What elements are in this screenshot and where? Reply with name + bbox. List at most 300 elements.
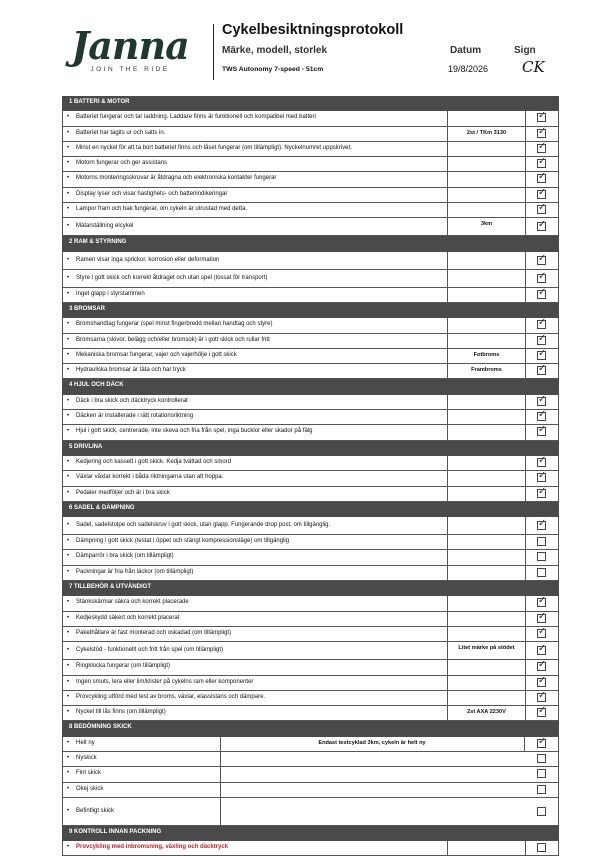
item-note[interactable] — [448, 288, 526, 302]
bullet-icon: • — [67, 160, 70, 167]
assessment-block — [62, 737, 559, 826]
checkbox[interactable] — [537, 643, 547, 655]
item-text-cell — [63, 535, 448, 549]
bullet-icon: • — [67, 129, 70, 136]
item-label: Minst en nyckel för att ta bort batteriet finns och låset fungerar (om tillämpligt). Nyckelnumret uppskrivet. — [76, 144, 352, 151]
checkbox[interactable] — [537, 518, 547, 530]
header-divider — [213, 24, 214, 80]
section-header — [62, 441, 559, 456]
item-text-cell — [63, 410, 448, 424]
section-header — [62, 581, 559, 596]
checkmark-icon: ✓ — [538, 470, 547, 482]
checkmark-icon: ✓ — [538, 317, 547, 329]
bullet-icon: • — [67, 770, 70, 777]
bullet-icon: • — [67, 568, 70, 575]
item-note[interactable] — [448, 676, 526, 690]
bullet-icon: • — [67, 206, 70, 213]
item-label: Provcykling utförd med test av broms, växlar, elassistans och dämpare. — [76, 693, 266, 700]
check-cell — [526, 798, 560, 825]
checklist-row — [62, 487, 559, 502]
check-cell — [526, 111, 560, 125]
item-label: Helt ny — [76, 739, 95, 746]
checklist-row — [62, 349, 559, 364]
item-text-cell — [63, 752, 221, 766]
checklist-row — [62, 550, 559, 565]
item-text-cell — [63, 676, 448, 690]
bullet-icon: • — [67, 321, 70, 328]
checkbox[interactable] — [537, 219, 547, 231]
item-text-cell — [63, 487, 448, 501]
checkmark-icon: ✓ — [538, 202, 547, 214]
section-title: 1 BATTERI & MOTOR — [69, 99, 130, 105]
item-note[interactable] — [448, 627, 526, 641]
item-note[interactable]: 2st / TKm 3130 — [448, 127, 526, 141]
bullet-icon: • — [67, 114, 70, 121]
item-text-cell — [63, 334, 448, 348]
bullet-icon: • — [67, 351, 70, 358]
checkmark-icon: ✓ — [538, 286, 547, 298]
check-cell — [526, 471, 560, 485]
assessment-note[interactable]: Endast testcyklad 3km, cykeln är helt ny — [220, 737, 525, 751]
item-note[interactable] — [448, 596, 526, 610]
checkmark-icon: ✓ — [538, 270, 547, 282]
item-text-cell — [63, 612, 448, 626]
section-title: 8 BEDÖMNING SKICK — [69, 724, 132, 731]
item-text-cell — [63, 550, 448, 564]
checkmark-icon: ✓ — [538, 393, 547, 405]
checkbox[interactable] — [537, 125, 547, 138]
item-note[interactable] — [448, 203, 526, 217]
item-text-cell — [63, 767, 221, 781]
checkmark-icon: ✓ — [538, 347, 547, 359]
item-note[interactable] — [448, 456, 526, 470]
item-note[interactable]: Frambroms — [448, 364, 526, 378]
item-text-cell — [63, 288, 448, 302]
item-note[interactable] — [448, 612, 526, 626]
checkmark-icon: ✓ — [538, 125, 547, 137]
bullet-icon: • — [67, 754, 70, 761]
item-text-cell — [63, 318, 448, 332]
logo — [56, 24, 204, 80]
section-header — [62, 826, 559, 841]
bullet-icon: • — [67, 274, 70, 281]
check-cell — [526, 535, 560, 549]
item-label: Dämpning i gott skick (testat i öppet och stängt kompressionsläge) om tillgänglig — [76, 538, 290, 545]
checkbox[interactable] — [537, 252, 547, 265]
checkbox[interactable] — [537, 610, 547, 623]
item-label: Batteriet har tagits ur och satts in. — [76, 129, 166, 136]
checkbox[interactable] — [537, 393, 547, 406]
checklist-row — [62, 364, 559, 379]
check-cell — [526, 627, 560, 641]
item-text-cell — [63, 841, 448, 855]
bullet-icon: • — [67, 413, 70, 420]
check-cell — [526, 752, 560, 766]
bullet-icon: • — [67, 290, 70, 297]
checklist-row — [62, 318, 559, 333]
checkmark-icon: ✓ — [538, 610, 547, 622]
check-cell — [526, 691, 560, 705]
check-cell — [526, 288, 560, 302]
item-label: Motorn fungerar och ger assistans — [76, 160, 168, 167]
bike-value: TWS Autonomy 7-speed - 51cm — [222, 66, 324, 73]
checklist-row — [62, 642, 559, 660]
document-title: Cykelbesiktningsprotokoll — [222, 22, 404, 38]
checkmark-icon: ✓ — [538, 625, 547, 637]
item-note[interactable]: Litet märke på stödet — [448, 642, 526, 659]
item-text-cell — [63, 364, 448, 378]
item-note[interactable] — [448, 535, 526, 549]
checkmark-icon: ✓ — [538, 171, 547, 183]
section-title: 5 DRIVLINA — [69, 443, 103, 450]
item-label: Ingen smuts, lera eller lim/klister på cykelns ram eller komponenter — [76, 678, 254, 685]
section-header — [62, 96, 559, 111]
checklist-row — [62, 203, 559, 218]
checkmark-icon: ✓ — [538, 518, 547, 530]
item-note[interactable] — [448, 157, 526, 171]
checkmark-icon: ✓ — [538, 689, 547, 701]
checkbox[interactable] — [537, 286, 547, 299]
check-cell — [526, 218, 560, 235]
date-label: Datum — [450, 45, 482, 56]
date-value: 19/8/2026 — [448, 64, 489, 74]
checkmark-icon: ✓ — [538, 140, 547, 152]
item-label: Okej skick — [76, 785, 104, 792]
check-cell — [526, 612, 560, 626]
check-cell — [526, 395, 560, 409]
bullet-icon: • — [67, 144, 70, 151]
checkmark-icon: ✓ — [538, 252, 547, 264]
section-header — [62, 379, 559, 394]
logo-wordmark: Janna — [71, 23, 189, 68]
checklist-row — [62, 188, 559, 203]
check-cell — [526, 172, 560, 186]
checkbox[interactable] — [537, 735, 547, 748]
item-text-cell — [63, 517, 448, 534]
item-text-cell — [63, 660, 448, 674]
checklist-row — [62, 627, 559, 642]
bullet-icon: • — [67, 522, 70, 529]
item-label: Dämparrör i bra skick (om tillämpligt) — [76, 553, 174, 560]
checkbox[interactable] — [537, 568, 546, 577]
section-header — [62, 303, 559, 318]
checklist-row — [62, 535, 559, 550]
checklist-row — [62, 612, 559, 627]
bullet-icon: • — [67, 693, 70, 700]
item-label: Befintligt skick — [76, 807, 115, 814]
item-text-cell — [63, 127, 448, 141]
item-note[interactable] — [448, 334, 526, 348]
checklist-row — [62, 691, 559, 706]
bullet-icon: • — [67, 629, 70, 636]
item-label: Pakethållare är fast monterad och oskadad (om tillämpligt) — [76, 629, 232, 636]
checklist-row — [62, 395, 559, 410]
item-note[interactable] — [448, 188, 526, 202]
item-label: Växlar växlar korrekt i båda riktningarna utan att hoppa. — [76, 474, 224, 481]
item-note[interactable] — [448, 550, 526, 564]
bullet-icon: • — [67, 336, 70, 343]
check-cell — [526, 517, 560, 534]
item-note[interactable] — [448, 841, 526, 855]
item-text-cell — [63, 270, 448, 287]
checkbox[interactable] — [537, 317, 547, 329]
item-text-cell — [63, 425, 448, 439]
item-note[interactable] — [448, 425, 526, 439]
checklist-row — [62, 752, 559, 767]
check-cell — [526, 364, 560, 378]
checkmark-icon: ✓ — [538, 705, 547, 717]
checklist-row — [62, 172, 559, 187]
item-text-cell — [63, 691, 448, 705]
item-text-cell — [63, 172, 448, 186]
item-note[interactable] — [448, 691, 526, 705]
bullet-icon: • — [67, 489, 70, 496]
item-label: Cykelstöd - funktionellt och fritt från spel (om tillämpligt) — [76, 647, 224, 654]
item-note[interactable] — [448, 471, 526, 485]
item-label: Mätarställning elcykel — [76, 223, 134, 230]
item-label: Däck i bra skick och däcktryck kontrollerat — [76, 397, 188, 404]
item-label: Provcykling med inbromsning, växling och däcktryck — [76, 844, 229, 851]
check-cell — [526, 566, 560, 580]
bullet-icon: • — [67, 785, 70, 792]
bullet-icon: • — [67, 647, 70, 654]
checkbox[interactable] — [537, 625, 547, 638]
section-title: 9 KONTROLL INNAN PACKNING — [69, 828, 162, 835]
item-label: Nyckel till lås finns (om tillämpligt) — [76, 709, 166, 716]
check-cell — [526, 188, 560, 202]
item-note[interactable] — [448, 111, 526, 125]
section-title: 7 TILLBEHÖR & UTVÄNDIGT — [69, 584, 151, 591]
section-title: 3 BROMSAR — [69, 305, 106, 312]
check-cell — [526, 456, 560, 470]
item-label: Kedjering och kassett i gott skick. Kedja tvättad och smord — [76, 458, 232, 465]
checklist-row — [62, 676, 559, 691]
item-text-cell — [63, 627, 448, 641]
item-text-cell — [63, 737, 221, 751]
check-cell — [526, 349, 560, 363]
checklist-row — [62, 783, 559, 798]
item-label: Lampor fram och bak fungerar, om cykeln är utrustad med detta. — [76, 206, 248, 213]
checkbox[interactable] — [537, 110, 547, 122]
checklist-row — [62, 425, 559, 440]
checkbox[interactable] — [537, 595, 547, 607]
checklist-row — [62, 334, 559, 349]
check-cell — [526, 425, 560, 439]
check-cell — [526, 737, 560, 751]
bullet-icon: • — [67, 474, 70, 481]
checkmark-icon: ✓ — [538, 332, 547, 344]
check-cell — [526, 252, 560, 269]
item-label: Motorns monteringsskruvar är åtdragna och elektroniska kontakter fungerar — [76, 175, 277, 182]
item-label: Hjul i gott skick, centrerade, inte skeva och fria från spel, inga bucklor eller skador på fälg — [76, 428, 313, 435]
checklist-row — [62, 218, 559, 236]
section-title: 6 SADEL & DÄMPNING — [69, 504, 135, 511]
checkbox[interactable] — [537, 409, 547, 421]
section-header — [62, 502, 559, 517]
checkbox[interactable] — [537, 186, 547, 199]
checkmark-icon: ✓ — [538, 595, 547, 607]
checklist-row — [62, 127, 559, 142]
item-note[interactable] — [448, 142, 526, 156]
checkmark-icon: ✓ — [538, 110, 547, 122]
checklist-row — [62, 798, 559, 826]
check-cell — [526, 142, 560, 156]
section-header — [62, 721, 559, 736]
checklist-row — [62, 596, 559, 611]
item-note[interactable] — [448, 487, 526, 501]
item-text-cell — [63, 471, 448, 485]
checkmark-icon: ✓ — [538, 156, 547, 168]
checkmark-icon: ✓ — [538, 674, 547, 686]
bullet-icon: • — [67, 614, 70, 621]
check-cell — [526, 410, 560, 424]
checkbox[interactable] — [537, 769, 546, 778]
item-text-cell — [63, 142, 448, 156]
checkbox[interactable] — [537, 156, 547, 168]
check-cell — [526, 550, 560, 564]
item-note[interactable] — [448, 270, 526, 287]
checkbox[interactable] — [537, 202, 547, 214]
item-text-cell — [63, 349, 448, 363]
bullet-icon: • — [67, 553, 70, 560]
checkmark-icon: ✓ — [538, 659, 547, 671]
item-label: Bromshandtag fungerar (spel minst fingerbredd mellan handtag och styre) — [76, 321, 273, 328]
item-note[interactable] — [448, 252, 526, 269]
item-text-cell — [63, 566, 448, 580]
checklist-row — [62, 270, 559, 288]
checklist-row — [62, 252, 559, 270]
checklist-table — [62, 96, 559, 856]
checkbox[interactable] — [537, 552, 546, 561]
bullet-icon: • — [67, 538, 70, 545]
checkbox[interactable] — [537, 347, 547, 360]
item-note[interactable] — [448, 172, 526, 186]
check-cell — [526, 270, 560, 287]
item-note[interactable] — [448, 318, 526, 332]
checklist-row — [62, 706, 559, 721]
item-label: Packningar är fria från läckor (om tillämpligt) — [76, 568, 194, 575]
item-text-cell — [63, 783, 221, 797]
item-note[interactable] — [448, 410, 526, 424]
item-text-cell — [63, 252, 448, 269]
checklist-row — [62, 111, 559, 126]
check-cell — [526, 318, 560, 332]
signature: CK — [522, 58, 545, 76]
checkbox[interactable] — [537, 537, 546, 546]
checkbox[interactable] — [537, 674, 547, 687]
check-cell — [526, 841, 560, 855]
check-cell — [526, 660, 560, 674]
item-label: Nyskick — [76, 754, 97, 761]
bullet-icon: • — [67, 397, 70, 404]
item-label: Sadel, sadelstolpe och sadelskruv i gott skick, utan glapp. Fungerande drop post, om tillgänglig. — [76, 522, 331, 529]
bullet-icon: • — [67, 678, 70, 685]
checklist-row — [62, 660, 559, 675]
check-cell — [526, 203, 560, 217]
item-label: Däcken är installerade i rätt rotationsriktning — [76, 413, 194, 420]
checkmark-icon: ✓ — [538, 643, 547, 655]
item-label: Display lyser och visar hastighets- och batteriindikeringar — [76, 190, 228, 197]
item-note[interactable] — [448, 566, 526, 580]
checklist-row — [62, 142, 559, 157]
section-header — [62, 236, 559, 251]
item-note[interactable] — [448, 517, 526, 534]
item-note[interactable]: 3km — [448, 218, 526, 235]
checkbox[interactable] — [537, 843, 546, 852]
checkbox[interactable] — [537, 754, 546, 763]
checkbox[interactable] — [537, 270, 547, 283]
checklist-row — [62, 456, 559, 471]
item-label: Bromsarna (skivor, belägg och/eller bromsok) är i gott skick och rullar fritt — [76, 336, 270, 343]
item-note[interactable]: 2st AXA 2230V — [448, 706, 526, 720]
checkbox[interactable] — [537, 485, 547, 498]
item-note[interactable] — [448, 660, 526, 674]
checkbox[interactable] — [537, 171, 547, 183]
checklist-row — [62, 157, 559, 172]
check-cell — [526, 642, 560, 659]
item-text-cell — [63, 188, 448, 202]
item-text-cell — [63, 111, 448, 125]
bullet-icon: • — [67, 428, 70, 435]
bullet-icon: • — [67, 223, 70, 230]
checkbox[interactable] — [537, 424, 547, 436]
checklist-row — [62, 517, 559, 535]
item-label: Inget glapp i styrstammen — [76, 290, 145, 297]
item-note[interactable] — [448, 395, 526, 409]
checkmark-icon: ✓ — [538, 454, 547, 466]
bike-field-label: Märke, modell, storlek — [222, 45, 328, 56]
checkbox[interactable] — [537, 705, 547, 717]
checkbox[interactable] — [537, 454, 547, 467]
checkbox[interactable] — [537, 785, 546, 794]
checkmark-icon: ✓ — [538, 735, 547, 747]
item-label: Kedjeskydd säkert och korrekt placerat — [76, 614, 180, 621]
bullet-icon: • — [67, 709, 70, 716]
bullet-icon: • — [67, 599, 70, 606]
check-cell — [526, 487, 560, 501]
item-label: Fint skick — [76, 770, 102, 777]
check-cell — [526, 783, 560, 797]
checkbox[interactable] — [537, 470, 547, 482]
checkbox[interactable] — [537, 140, 547, 153]
checkbox[interactable] — [537, 363, 547, 375]
checklist-row — [62, 471, 559, 486]
bullet-icon: • — [67, 256, 70, 263]
checkbox[interactable] — [537, 332, 547, 345]
checkbox[interactable] — [537, 689, 547, 702]
item-text-cell — [63, 157, 448, 171]
checkmark-icon: ✓ — [538, 186, 547, 198]
checkbox[interactable] — [537, 659, 547, 671]
checkbox[interactable] — [537, 807, 546, 816]
check-cell — [526, 596, 560, 610]
checklist-row — [62, 566, 559, 581]
item-label: Hydrauliska bromsar är täta och har tryck — [76, 367, 186, 374]
item-note[interactable]: Fotbroms — [448, 349, 526, 363]
check-cell — [526, 767, 560, 781]
check-cell — [526, 157, 560, 171]
section-title: 4 HJUL OCH DÄCK — [69, 382, 124, 389]
bullet-icon: • — [67, 458, 70, 465]
item-text-cell — [63, 456, 448, 470]
checklist-row — [62, 841, 559, 856]
item-text-cell — [63, 395, 448, 409]
item-text-cell — [63, 203, 448, 217]
check-cell — [526, 706, 560, 720]
checklist-row — [62, 767, 559, 782]
item-text-cell — [63, 218, 448, 235]
checkmark-icon: ✓ — [538, 363, 547, 375]
